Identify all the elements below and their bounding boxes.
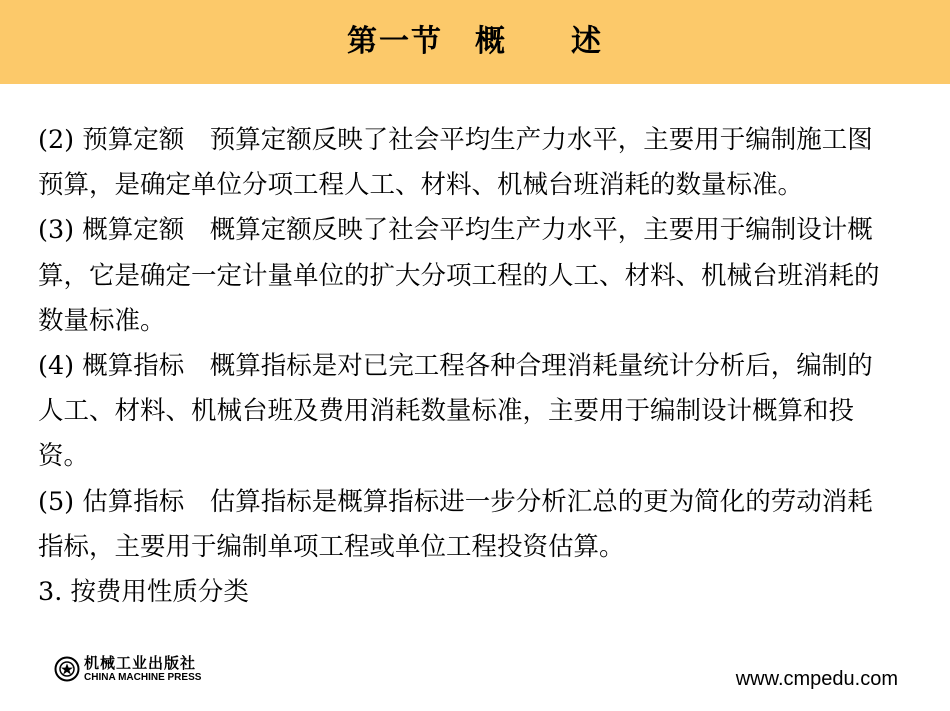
paragraph-estimate-index: (4) 概算指标 概算指标是对已完工程各种合理消耗量统计分析后，编制的人工、材料、机械台班及费用消耗数量标准，主要用于编制设计概算和投资。: [38, 351, 873, 472]
slide-title: 第一节 概 述: [347, 24, 603, 59]
paragraph-investment-index: (5) 估算指标 估算指标是概算指标进一步分析汇总的更为简化的劳动消耗指标，主要用于编制单项工程或单位工程投资估算。: [38, 486, 873, 562]
gear-emblem-icon: [54, 656, 80, 682]
paragraph-budget-quota: (2) 预算定额 预算定额反映了社会平均生产力水平，主要用于编制施工图预算，是确定单位分项工程人工、材料、机械台班消耗的数量标准。: [38, 125, 873, 201]
publisher-logo: [54, 654, 254, 688]
publisher-name-cn: 机械工业出版社: [84, 654, 197, 672]
paragraph-cost-classification: 3. 按费用性质分类: [38, 577, 249, 608]
paragraph-estimate-quota: (3) 概算定额 概算定额反映了社会平均生产力水平，主要用于编制设计概算，它是确定一定计量单位的扩大分项工程的人工、材料、机械台班消耗的数量标准。: [38, 215, 880, 336]
website-url: www.cmpedu.com: [735, 668, 898, 690]
publisher-name-en: CHINA MACHINE PRESS: [84, 672, 202, 683]
slide-body: [38, 118, 898, 615]
title-bar: [0, 0, 950, 84]
